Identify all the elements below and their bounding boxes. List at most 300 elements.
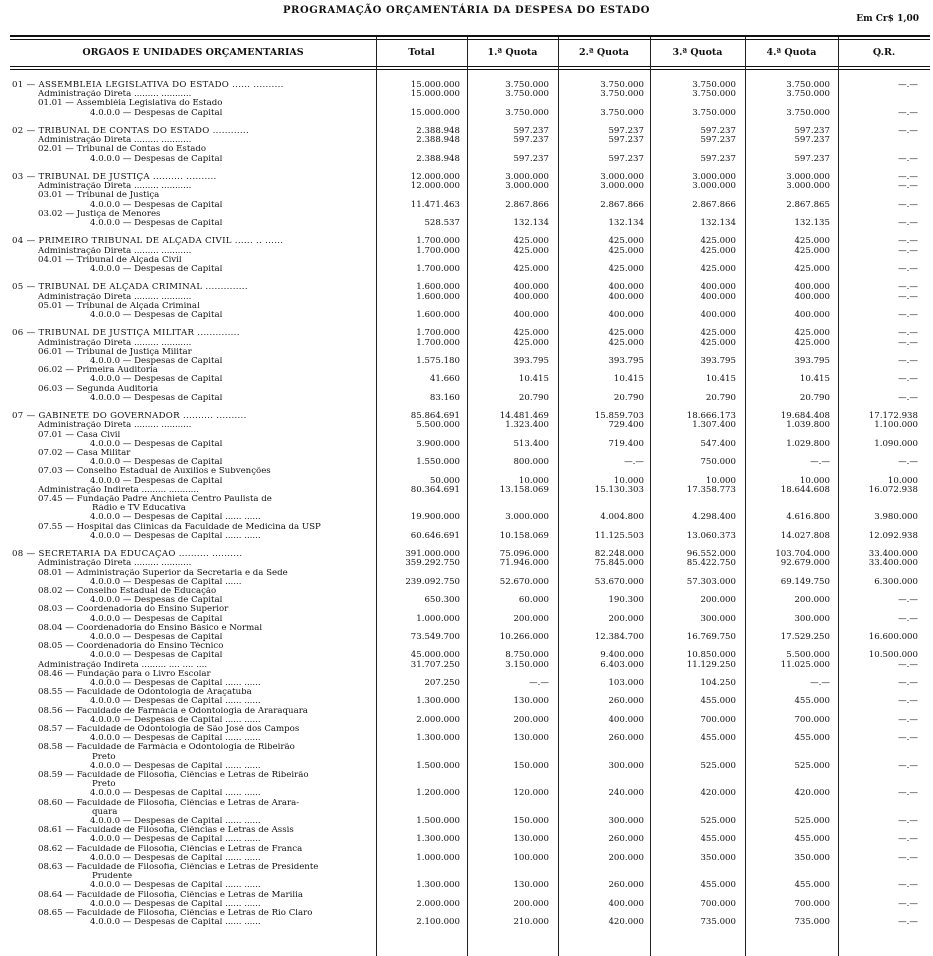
cell-quota-3: 3.750.000	[692, 80, 736, 90]
cell-quota-3: 350.000	[700, 852, 736, 863]
cell-quota-1: 3.000.000	[505, 512, 549, 523]
row-label: 08.55 — Faculdade de Odontologia de Araçatuba	[38, 688, 252, 698]
table-row	[0, 734, 933, 743]
cell-quota-2: 3.750.000	[600, 80, 644, 90]
cell-quota-2: 6.403.000	[600, 659, 644, 670]
cell-quota-1: 400.000	[513, 282, 549, 293]
cell-quota-2: 425.000	[608, 264, 644, 274]
cell-quota-1: 597.237	[513, 126, 549, 136]
table-row	[0, 385, 933, 394]
cell-quota-1: 210.000	[513, 917, 549, 928]
row-label: 08.46 — Fundação para o Livro Escolar	[38, 669, 211, 679]
cell-quota-3: 3.750.000	[692, 89, 736, 100]
cell-quota-1: 150.000	[513, 760, 549, 771]
cell-qr: 10.500.000	[868, 650, 918, 661]
header-bottom-rule	[10, 66, 930, 67]
row-label: 4.0.0.0 — Despesas de Capital ...... ......	[90, 715, 261, 725]
cell-quota-4: 425.000	[794, 328, 830, 339]
cell-quota-4: 735.000	[794, 917, 830, 928]
cell-quota-4: 132.135	[794, 218, 830, 228]
cell-qr: —.—	[898, 788, 918, 799]
cell-quota-3: 597.237	[700, 126, 736, 136]
cell-quota-1: 14.481.469	[499, 411, 549, 422]
row-label: 03 — TRIBUNAL DE JUSTIÇA .......... ..........	[12, 173, 217, 182]
cell-quota-1: 3.750.000	[505, 89, 549, 100]
column-header-quota-2: 2.ª Quota	[579, 47, 629, 58]
cell-total: 1.700.000	[416, 337, 460, 348]
cell-quota-4: 200.000	[794, 595, 830, 606]
column-header-label: ORGAOS E UNIDADES ORÇAMENTARIAS	[82, 47, 304, 58]
cell-quota-1: 150.000	[513, 816, 549, 826]
cell-quota-1: 10.266.000	[499, 632, 549, 642]
cell-total: 1.300.000	[416, 880, 460, 891]
cell-quota-2: 9.400.000	[600, 650, 644, 661]
cell-quota-2: 240.000	[608, 788, 644, 799]
cell-quota-3: 420.000	[700, 788, 736, 799]
row-label: 4.0.0.0 — Despesas de Capital	[90, 393, 223, 403]
cell-quota-1: 130.000	[513, 834, 549, 845]
row-label: 03.02 — Justiça de Menores	[38, 209, 161, 219]
cell-quota-4: 597.237	[794, 153, 830, 164]
table-row	[0, 357, 933, 366]
row-label: 07.55 — Hospital das Clínicas da Faculdade de Medicina da USP	[38, 522, 321, 532]
cell-qr: —.—	[898, 816, 918, 826]
cell-quota-4: 3.750.000	[786, 89, 830, 100]
cell-quota-2: 4.004.800	[600, 512, 644, 523]
column-header-total: Total	[408, 47, 435, 58]
cell-quota-3: 393.795	[700, 356, 736, 366]
cell-quota-2: 400.000	[608, 714, 644, 725]
cell-quota-1: 60.000	[518, 595, 549, 606]
row-label: 4.0.0.0 — Despesas de Capital	[90, 596, 223, 606]
cell-qr: 17.172.938	[868, 411, 918, 422]
cell-quota-4: 455.000	[794, 880, 830, 891]
cell-quota-3: 3.000.000	[692, 172, 736, 182]
cell-total: 1.500.000	[416, 760, 460, 771]
cell-qr: —.—	[898, 199, 918, 210]
cell-qr: —.—	[898, 282, 918, 293]
cell-quota-3: 425.000	[700, 236, 736, 247]
cell-quota-2: 400.000	[608, 310, 644, 320]
cell-quota-1: 513.400	[513, 438, 549, 449]
table-row	[0, 329, 933, 338]
table-row	[0, 789, 933, 798]
table-row	[0, 808, 933, 817]
row-label: 06 — TRIBUNAL DE JUSTIÇA MILITAR ..............	[12, 329, 240, 339]
cell-qr: —.—	[898, 392, 918, 403]
cell-quota-1: 130.000	[513, 696, 549, 707]
table-row	[0, 127, 933, 136]
cell-quota-3: 455.000	[700, 880, 736, 891]
row-label: 08.64 — Faculdade de Filosofia, Ciências e Letras de Marília	[38, 890, 303, 900]
cell-quota-2: —.—	[624, 457, 644, 468]
cell-quota-3: 16.769.750	[686, 632, 736, 642]
cell-quota-4: 3.000.000	[786, 172, 830, 182]
row-label: Administração Direta ......... ...........	[38, 559, 192, 569]
cell-quota-2: 260.000	[608, 696, 644, 707]
row-label: 07.45 — Fundação Padre Anchieta Centro Paulista de	[38, 495, 272, 504]
cell-quota-3: 3.000.000	[692, 181, 736, 192]
cell-quota-3: 96.552.000	[686, 549, 736, 560]
cell-quota-3: 597.237	[700, 153, 736, 164]
row-label: 4.0.0.0 — Despesas de Capital ...... ......	[90, 899, 261, 909]
cell-quota-2: 132.134	[608, 218, 644, 228]
row-label: 06.01 — Tribunal de Justiça Militar	[38, 347, 192, 357]
cell-quota-4: 20.790	[799, 392, 830, 403]
cell-total: 207.250	[424, 678, 460, 688]
table-row	[0, 210, 933, 219]
table-row	[0, 302, 933, 311]
cell-quota-3: 525.000	[700, 760, 736, 771]
table-row	[0, 237, 933, 246]
cell-total: 31.707.250	[410, 659, 460, 670]
row-label: Administração Direta ......... ...........	[38, 292, 192, 302]
cell-qr: 12.092.938	[868, 530, 918, 541]
table-row	[0, 219, 933, 228]
cell-qr: —.—	[898, 595, 918, 606]
row-label: 4.0.0.0 — Despesas de Capital	[90, 311, 223, 320]
table-row	[0, 707, 933, 716]
row-label: 01 — ASSEMBLEIA LEGISLATIVA DO ESTADO ...... ..........	[12, 81, 284, 90]
cell-quota-1: 3.750.000	[505, 80, 549, 90]
cell-quota-3: 4.298.400	[692, 512, 736, 523]
table-row	[0, 872, 933, 881]
table-row	[0, 155, 933, 164]
cell-qr: —.—	[898, 236, 918, 247]
cell-quota-1: 597.237	[513, 135, 549, 146]
cell-quota-2: 729.400	[608, 420, 644, 431]
row-label: 4.0.0.0 — Despesas de Capital	[90, 375, 223, 385]
table-row	[0, 421, 933, 430]
currency-unit: Em Cr$ 1,00	[856, 14, 919, 24]
cell-total: 650.300	[424, 595, 460, 606]
table-row	[0, 615, 933, 624]
cell-quota-1: 425.000	[513, 264, 549, 274]
cell-qr: —.—	[898, 696, 918, 707]
row-label: 4.0.0.0 — Despesas de Capital	[90, 265, 223, 274]
cell-quota-4: 1.039.800	[786, 420, 830, 431]
cell-quota-3: 400.000	[700, 310, 736, 320]
table-row	[0, 661, 933, 670]
row-label: 4.0.0.0 — Despesas de Capital	[90, 439, 223, 449]
table-row	[0, 799, 933, 808]
cell-qr: —.—	[898, 457, 918, 468]
cell-quota-3: 700.000	[700, 898, 736, 909]
cell-total: 19.900.000	[410, 512, 460, 523]
cell-qr: —.—	[898, 917, 918, 928]
cell-total: 1.600.000	[416, 291, 460, 302]
table-row	[0, 670, 933, 679]
cell-qr: —.—	[898, 328, 918, 339]
cell-quota-2: 425.000	[608, 328, 644, 339]
row-label: 08.03 — Coordenadoria do Ensino Superior	[38, 605, 229, 615]
row-label: quara	[92, 807, 118, 817]
table-row	[0, 486, 933, 495]
cell-quota-4: 597.237	[794, 135, 830, 146]
cell-quota-4: 5.500.000	[786, 650, 830, 661]
cell-qr: 33.400.000	[868, 558, 918, 569]
row-label: 4.0.0.0 — Despesas de Capital ......	[90, 577, 242, 587]
cell-quota-4: 1.029.800	[786, 438, 830, 449]
table-row	[0, 679, 933, 688]
cell-quota-1: 3.150.000	[505, 659, 549, 670]
row-label: 4.0.0.0 — Despesas de Capital	[90, 219, 223, 228]
cell-total: 359.292.750	[405, 558, 460, 569]
cell-total: 1.700.000	[416, 236, 460, 247]
cell-quota-3: 2.867.866	[692, 199, 736, 210]
cell-total: 60.646.691	[410, 530, 460, 541]
row-label: 4.0.0.0 — Despesas de Capital	[90, 651, 223, 661]
cell-quota-4: 11.025.000	[780, 659, 830, 670]
row-label: 4.0.0.0 — Despesas de Capital ...... ......	[90, 789, 261, 799]
cell-quota-3: 525.000	[700, 816, 736, 826]
cell-quota-3: 132.134	[700, 218, 736, 228]
cell-qr: —.—	[898, 181, 918, 192]
cell-total: 1.500.000	[416, 816, 460, 826]
cell-quota-3: 750.000	[700, 457, 736, 468]
cell-quota-2: 400.000	[608, 282, 644, 293]
table-row	[0, 495, 933, 504]
cell-quota-4: 393.795	[794, 356, 830, 366]
cell-quota-2: 190.300	[608, 595, 644, 606]
table-row	[0, 743, 933, 752]
row-label: 07.01 — Casa Civil	[38, 430, 121, 440]
cell-quota-3: 425.000	[700, 328, 736, 339]
row-label: 4.0.0.0 — Despesas de Capital	[90, 154, 223, 164]
cell-total: 239.092.750	[405, 576, 460, 587]
cell-quota-2: 3.750.000	[600, 107, 644, 118]
table-row	[0, 605, 933, 614]
cell-quota-3: 200.000	[700, 595, 736, 606]
cell-total: 1.575.180	[416, 356, 460, 366]
cell-quota-2: 15.130.303	[594, 484, 644, 495]
cell-quota-4: 700.000	[794, 714, 830, 725]
cell-quota-3: 455.000	[700, 733, 736, 744]
cell-quota-3: 20.790	[705, 392, 736, 403]
table-row	[0, 716, 933, 725]
row-label: Preto	[92, 780, 116, 790]
row-label: Administração Direta ......... ...........	[38, 182, 192, 192]
row-label: 08.02 — Conselho Estadual de Educação	[38, 587, 217, 596]
table-row	[0, 449, 933, 458]
cell-quota-4: 10.415	[799, 374, 830, 385]
cell-quota-3: 455.000	[700, 834, 736, 845]
table-row	[0, 348, 933, 357]
cell-quota-3: 425.000	[700, 337, 736, 348]
cell-total: 1.700.000	[416, 245, 460, 256]
cell-quota-1: 130.000	[513, 733, 549, 744]
cell-quota-2: 400.000	[608, 291, 644, 302]
cell-qr: 1.090.000	[874, 438, 918, 449]
cell-quota-3: 57.303.000	[686, 576, 736, 587]
cell-total: 1.000.000	[416, 613, 460, 624]
cell-total: 2.388.948	[416, 153, 460, 164]
cell-qr: 10.000	[887, 475, 918, 486]
cell-quota-2: 597.237	[608, 153, 644, 164]
cell-quota-1: 3.000.000	[505, 172, 549, 182]
cell-qr: —.—	[898, 291, 918, 302]
table-row	[0, 339, 933, 348]
table-row	[0, 90, 933, 99]
row-label: 4.0.0.0 — Despesas de Capital ...... ......	[90, 881, 261, 891]
row-label: Preto	[92, 752, 116, 762]
table-row	[0, 845, 933, 854]
cell-quota-1: 200.000	[513, 613, 549, 624]
cell-quota-1: 3.000.000	[505, 181, 549, 192]
row-label: Administração Direta ......... ...........	[38, 136, 192, 146]
cell-quota-1: 100.000	[513, 852, 549, 863]
cell-quota-1: 132.134	[513, 218, 549, 228]
row-label: Administração Direta ......... ...........	[38, 421, 192, 431]
cell-quota-4: 2.867.865	[786, 199, 830, 210]
cell-qr: 3.980.000	[874, 512, 918, 523]
row-label: 4.0.0.0 — Despesas de Capital ...... ......	[90, 835, 261, 845]
cell-total: 1.550.000	[416, 457, 460, 468]
cell-quota-3: 400.000	[700, 291, 736, 302]
table-row	[0, 293, 933, 302]
row-label: 03.01 — Tribunal de Justiça	[38, 191, 160, 201]
cell-total: 80.364.691	[410, 484, 460, 495]
cell-quota-4: 4.616.800	[786, 512, 830, 523]
cell-quota-2: 260.000	[608, 834, 644, 845]
row-label: 4.0.0.0 — Despesas de Capital ...... ......	[90, 531, 261, 541]
table-row	[0, 375, 933, 384]
cell-total: 391.000.000	[405, 549, 460, 560]
table-row	[0, 311, 933, 320]
row-label: 08.04 — Coordenadoria do Ensino Básico e Normal	[38, 623, 263, 633]
cell-qr: —.—	[898, 245, 918, 256]
table-row	[0, 587, 933, 596]
column-header-quota-4: 4.ª Quota	[766, 47, 817, 58]
cell-quota-2: 15.859.703	[594, 411, 644, 422]
cell-quota-1: 800.000	[513, 457, 549, 468]
table-row	[0, 559, 933, 568]
cell-total: 73.549.700	[410, 632, 460, 642]
table-row	[0, 900, 933, 909]
cell-quota-1: 425.000	[513, 236, 549, 247]
row-label: 4.0.0.0 — Despesas de Capital ...... ......	[90, 513, 261, 523]
cell-total: 83.160	[429, 392, 460, 403]
row-label: 07.03 — Conselho Estadual de Auxílios e Subvenções	[38, 467, 271, 477]
row-label: 08.63 — Faculdade de Filosofia, Ciências e Letras de Presidente	[38, 863, 319, 872]
cell-qr: —.—	[898, 733, 918, 744]
table-row	[0, 256, 933, 265]
cell-quota-4: 425.000	[794, 264, 830, 274]
cell-quota-4: 17.529.250	[780, 632, 830, 642]
cell-quota-4: —.—	[810, 457, 830, 468]
cell-quota-2: 3.000.000	[600, 172, 644, 182]
cell-total: 12.000.000	[410, 172, 460, 182]
row-label: 08 — SECRETARIA DA EDUCAÇÃO .......... ..........	[12, 550, 243, 560]
cell-quota-2: 3.750.000	[600, 89, 644, 100]
cell-qr: —.—	[898, 760, 918, 771]
table-row	[0, 366, 933, 375]
cell-qr: —.—	[898, 714, 918, 725]
cell-quota-1: 425.000	[513, 245, 549, 256]
cell-quota-2: 300.000	[608, 816, 644, 826]
table-row	[0, 532, 933, 541]
cell-quota-3: 547.400	[700, 438, 736, 449]
cell-quota-4: 455.000	[794, 696, 830, 707]
cell-quota-3: 400.000	[700, 282, 736, 293]
table-row	[0, 136, 933, 145]
cell-quota-4: 455.000	[794, 834, 830, 845]
row-label: 07.02 — Casa Militar	[38, 449, 131, 458]
cell-quota-4: 400.000	[794, 291, 830, 302]
cell-qr: —.—	[898, 80, 918, 90]
cell-quota-4: 103.704.000	[775, 549, 830, 560]
cell-quota-1: 71.946.000	[499, 558, 549, 569]
cell-qr: 33.400.000	[868, 549, 918, 560]
cell-quota-3: 18.666.173	[686, 411, 736, 422]
cell-quota-4: 425.000	[794, 236, 830, 247]
cell-quota-2: 260.000	[608, 733, 644, 744]
table-row	[0, 817, 933, 826]
table-row	[0, 513, 933, 522]
cell-quota-4: 3.000.000	[786, 181, 830, 192]
cell-quota-4: 400.000	[794, 310, 830, 320]
row-label: 08.61 — Faculdade de Filosofia, Ciências e Letras de Assis	[38, 826, 294, 836]
cell-quota-2: 10.415	[613, 374, 644, 385]
table-row	[0, 863, 933, 872]
row-label: 07 — GABINETE DO GOVERNADOR .......... ..........	[12, 412, 247, 422]
cell-total: 12.000.000	[410, 181, 460, 192]
top-rule-thick	[10, 35, 930, 37]
table-row	[0, 458, 933, 467]
cell-total: 1.600.000	[416, 310, 460, 320]
cell-quota-4: 525.000	[794, 760, 830, 771]
cell-quota-2: 260.000	[608, 880, 644, 891]
cell-quota-2: 200.000	[608, 852, 644, 863]
table-row	[0, 201, 933, 210]
cell-total: 1.700.000	[416, 328, 460, 339]
cell-quota-1: 2.867.866	[505, 199, 549, 210]
cell-quota-4: 69.149.750	[780, 576, 830, 587]
cell-total: 1.700.000	[416, 264, 460, 274]
table-row	[0, 762, 933, 771]
table-row	[0, 265, 933, 274]
cell-quota-3: 455.000	[700, 696, 736, 707]
cell-total: 2.100.000	[416, 917, 460, 928]
cell-total: 1.300.000	[416, 733, 460, 744]
cell-quota-2: 75.845.000	[594, 558, 644, 569]
cell-quota-1: 10.415	[518, 374, 549, 385]
cell-total: 5.500.000	[416, 420, 460, 431]
cell-quota-3: 10.000	[705, 475, 736, 486]
row-label: 4.0.0.0 — Despesas de Capital ...... ......	[90, 761, 261, 771]
row-label: 4.0.0.0 — Despesas de Capital ...... ......	[90, 853, 261, 863]
cell-total: 2.000.000	[416, 714, 460, 725]
row-label: Administração Direta ......... ...........	[38, 90, 192, 100]
cell-quota-2: 200.000	[608, 613, 644, 624]
cell-quota-1: 120.000	[513, 788, 549, 799]
cell-quota-1: 20.790	[518, 392, 549, 403]
table-row	[0, 854, 933, 863]
cell-qr: —.—	[898, 218, 918, 228]
row-label: 08.57 — Faculdade de Odontologia de São José dos Campos	[38, 725, 300, 734]
table-row	[0, 394, 933, 403]
row-label: Administração Direta ......... ...........	[38, 338, 192, 348]
table-row	[0, 835, 933, 844]
table-row	[0, 109, 933, 118]
cell-total: 1.600.000	[416, 282, 460, 293]
cell-total: 11.471.463	[410, 199, 460, 210]
row-label: 4.0.0.0 — Despesas de Capital ...... ......	[90, 817, 261, 826]
column-header-qr: Q.R.	[872, 47, 896, 58]
cell-quota-3: 425.000	[700, 264, 736, 274]
row-label: 01.01 — Assembléia Legislativa do Estado	[38, 99, 223, 109]
row-label: 4.0.0.0 — Despesas de Capital	[90, 357, 223, 366]
